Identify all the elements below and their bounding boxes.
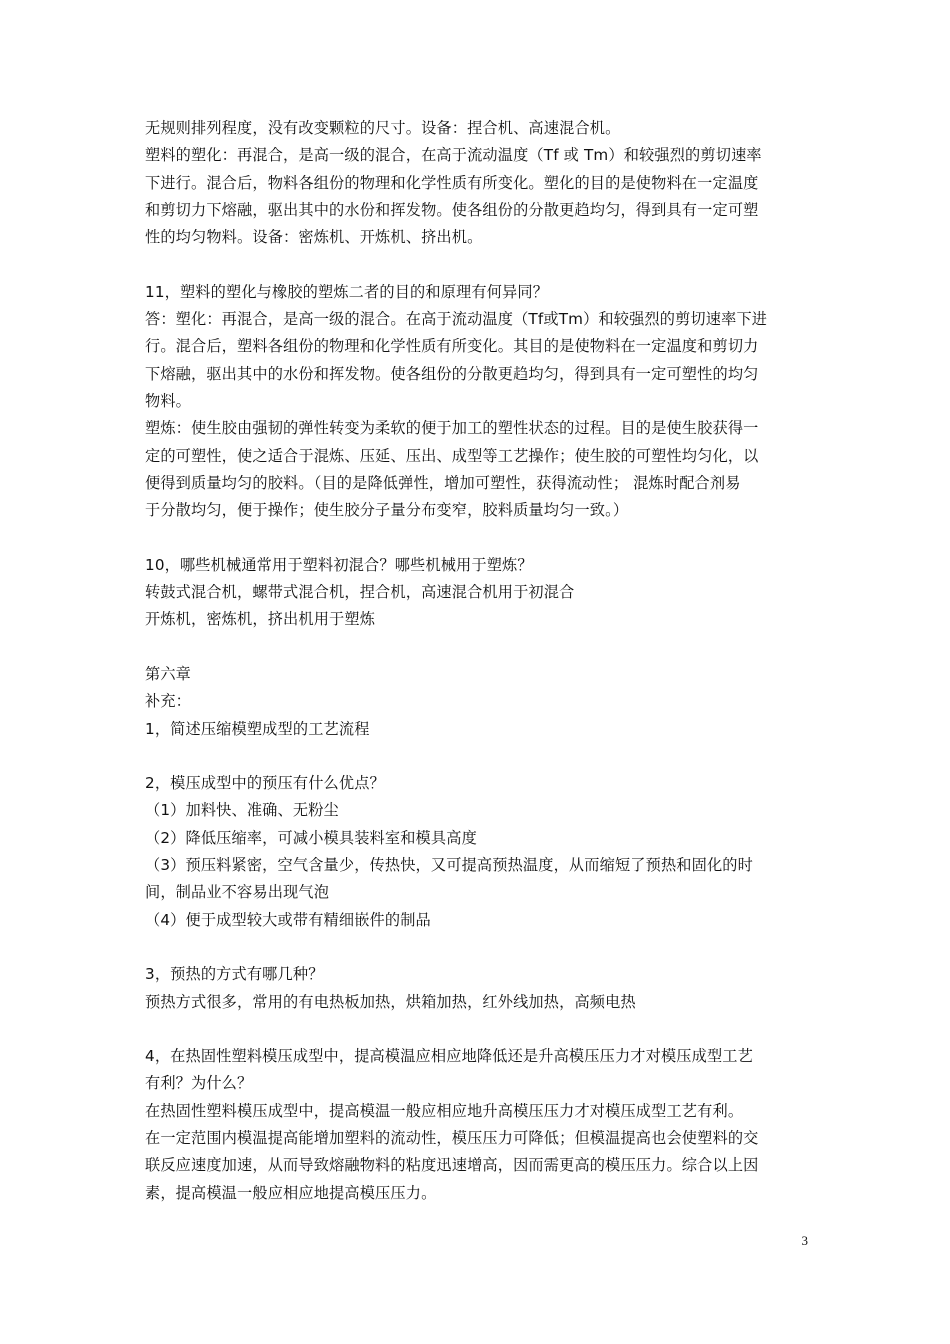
text-line: 在热固性塑料模压成型中，提高模温一般应相应地升高模压压力才对模压成型工艺有利。 xyxy=(145,1101,744,1120)
blank-line xyxy=(145,251,810,278)
text-line: 有利？为什么？ xyxy=(145,1074,253,1093)
text-line: 联反应速度加速，从而导致熔融物料的粘度迅速增高，因而需更高的模压压力。综合以上因 xyxy=(145,1156,759,1175)
text-line: 定的可塑性，使之适合于混炼、压延、压出、成型等工艺操作；使生胶的可塑性均匀化，以 xyxy=(145,446,759,465)
text-line: 物料。 xyxy=(145,391,192,410)
text-line: （3）预压料紧密，空气含量少，传热快，又可提高预热温度，从而缩短了预热和固化的时 xyxy=(145,856,753,875)
text-line: 性的均匀物料。设备：密炼机、开炼机、挤出机。 xyxy=(145,228,483,247)
text-line: （4）便于成型较大或带有精细嵌件的制品 xyxy=(145,910,431,929)
text-line: 11，塑料的塑化与橡胶的塑炼二者的目的和原理有何异同？ xyxy=(145,282,549,301)
text-line: 1，简述压缩模塑成型的工艺流程 xyxy=(145,719,370,738)
text-line: 答：塑化：再混合，是高一级的混合。在高于流动温度（Tf或Tm）和较强烈的剪切速率下进 xyxy=(145,310,768,329)
text-line: 塑料的塑化：再混合，是高一级的混合，在高于流动温度（Tf 或 Tm）和较强烈的剪切速率 xyxy=(145,146,762,165)
text-line: 补充： xyxy=(145,692,192,711)
blank-line xyxy=(145,524,810,551)
text-line: （2）降低压缩率，可减小模具装料室和模具高度 xyxy=(145,828,477,847)
text-line: 无规则排列程度，没有改变颗粒的尺寸。设备：捏合机、高速混合机。 xyxy=(145,119,621,137)
text-line: 10，哪些机械通常用于塑料初混合？哪些机械用于塑炼？ xyxy=(145,555,533,574)
text-line: 在一定范围内模温提高能增加塑料的流动性，模压压力可降低；但模温提高也会使塑料的交 xyxy=(145,1128,759,1147)
text-line: 开炼机，密炼机，挤出机用于塑炼 xyxy=(145,610,376,629)
text-line: 塑炼：使生胶由强韧的弹性转变为柔软的便于加工的塑性状态的过程。目的是使生胶获得一 xyxy=(145,419,759,438)
text-line: 于分散均匀，便于操作；使生胶分子量分布变窄，胶料质量均匀一致。） xyxy=(145,501,629,520)
text-line: 第六章 xyxy=(145,664,192,683)
text-line: 行。混合后，塑料各组份的物理和化学性质有所变化。其目的是使物料在一定温度和剪切力 xyxy=(145,337,759,356)
text-line: 便得到质量均匀的胶料。（目的是降低弹性，增加可塑性，获得流动性； 混炼时配合剂易 xyxy=(145,473,741,492)
blank-line xyxy=(145,1016,810,1043)
text-line: 4，在热固性塑料模压成型中，提高模温应相应地降低还是升高模压压力才对模压成型工艺 xyxy=(145,1047,753,1066)
blank-line xyxy=(145,743,810,770)
text-line: 3，预热的方式有哪几种？ xyxy=(145,965,324,984)
document-body xyxy=(145,115,810,1207)
blank-line xyxy=(145,634,810,661)
text-line: 下熔融，驱出其中的水份和挥发物。使各组份的分散更趋均匀，得到具有一定可塑性的均匀 xyxy=(145,364,759,383)
text-line: 转鼓式混合机，螺带式混合机，捏合机，高速混合机用于初混合 xyxy=(145,583,575,602)
text-line: 预热方式很多，常用的有电热板加热，烘箱加热，红外线加热，高频电热 xyxy=(145,992,636,1011)
blank-line xyxy=(145,934,810,961)
text-line: 和剪切力下熔融，驱出其中的水份和挥发物。使各组份的分散更趋均匀，得到具有一定可塑 xyxy=(145,200,759,219)
text-line: （1）加料快、准确、无粉尘 xyxy=(145,801,339,820)
page-number: 3 xyxy=(801,1233,808,1248)
text-line: 素，提高模温一般应相应地提高模压压力。 xyxy=(145,1183,437,1202)
text-line: 下进行。混合后，物料各组份的物理和化学性质有所变化。塑化的目的是使物料在一定温度 xyxy=(145,173,759,192)
text-line: 2，模压成型中的预压有什么优点？ xyxy=(145,774,385,793)
text-line: 间，制品业不容易出现气泡 xyxy=(145,883,330,902)
